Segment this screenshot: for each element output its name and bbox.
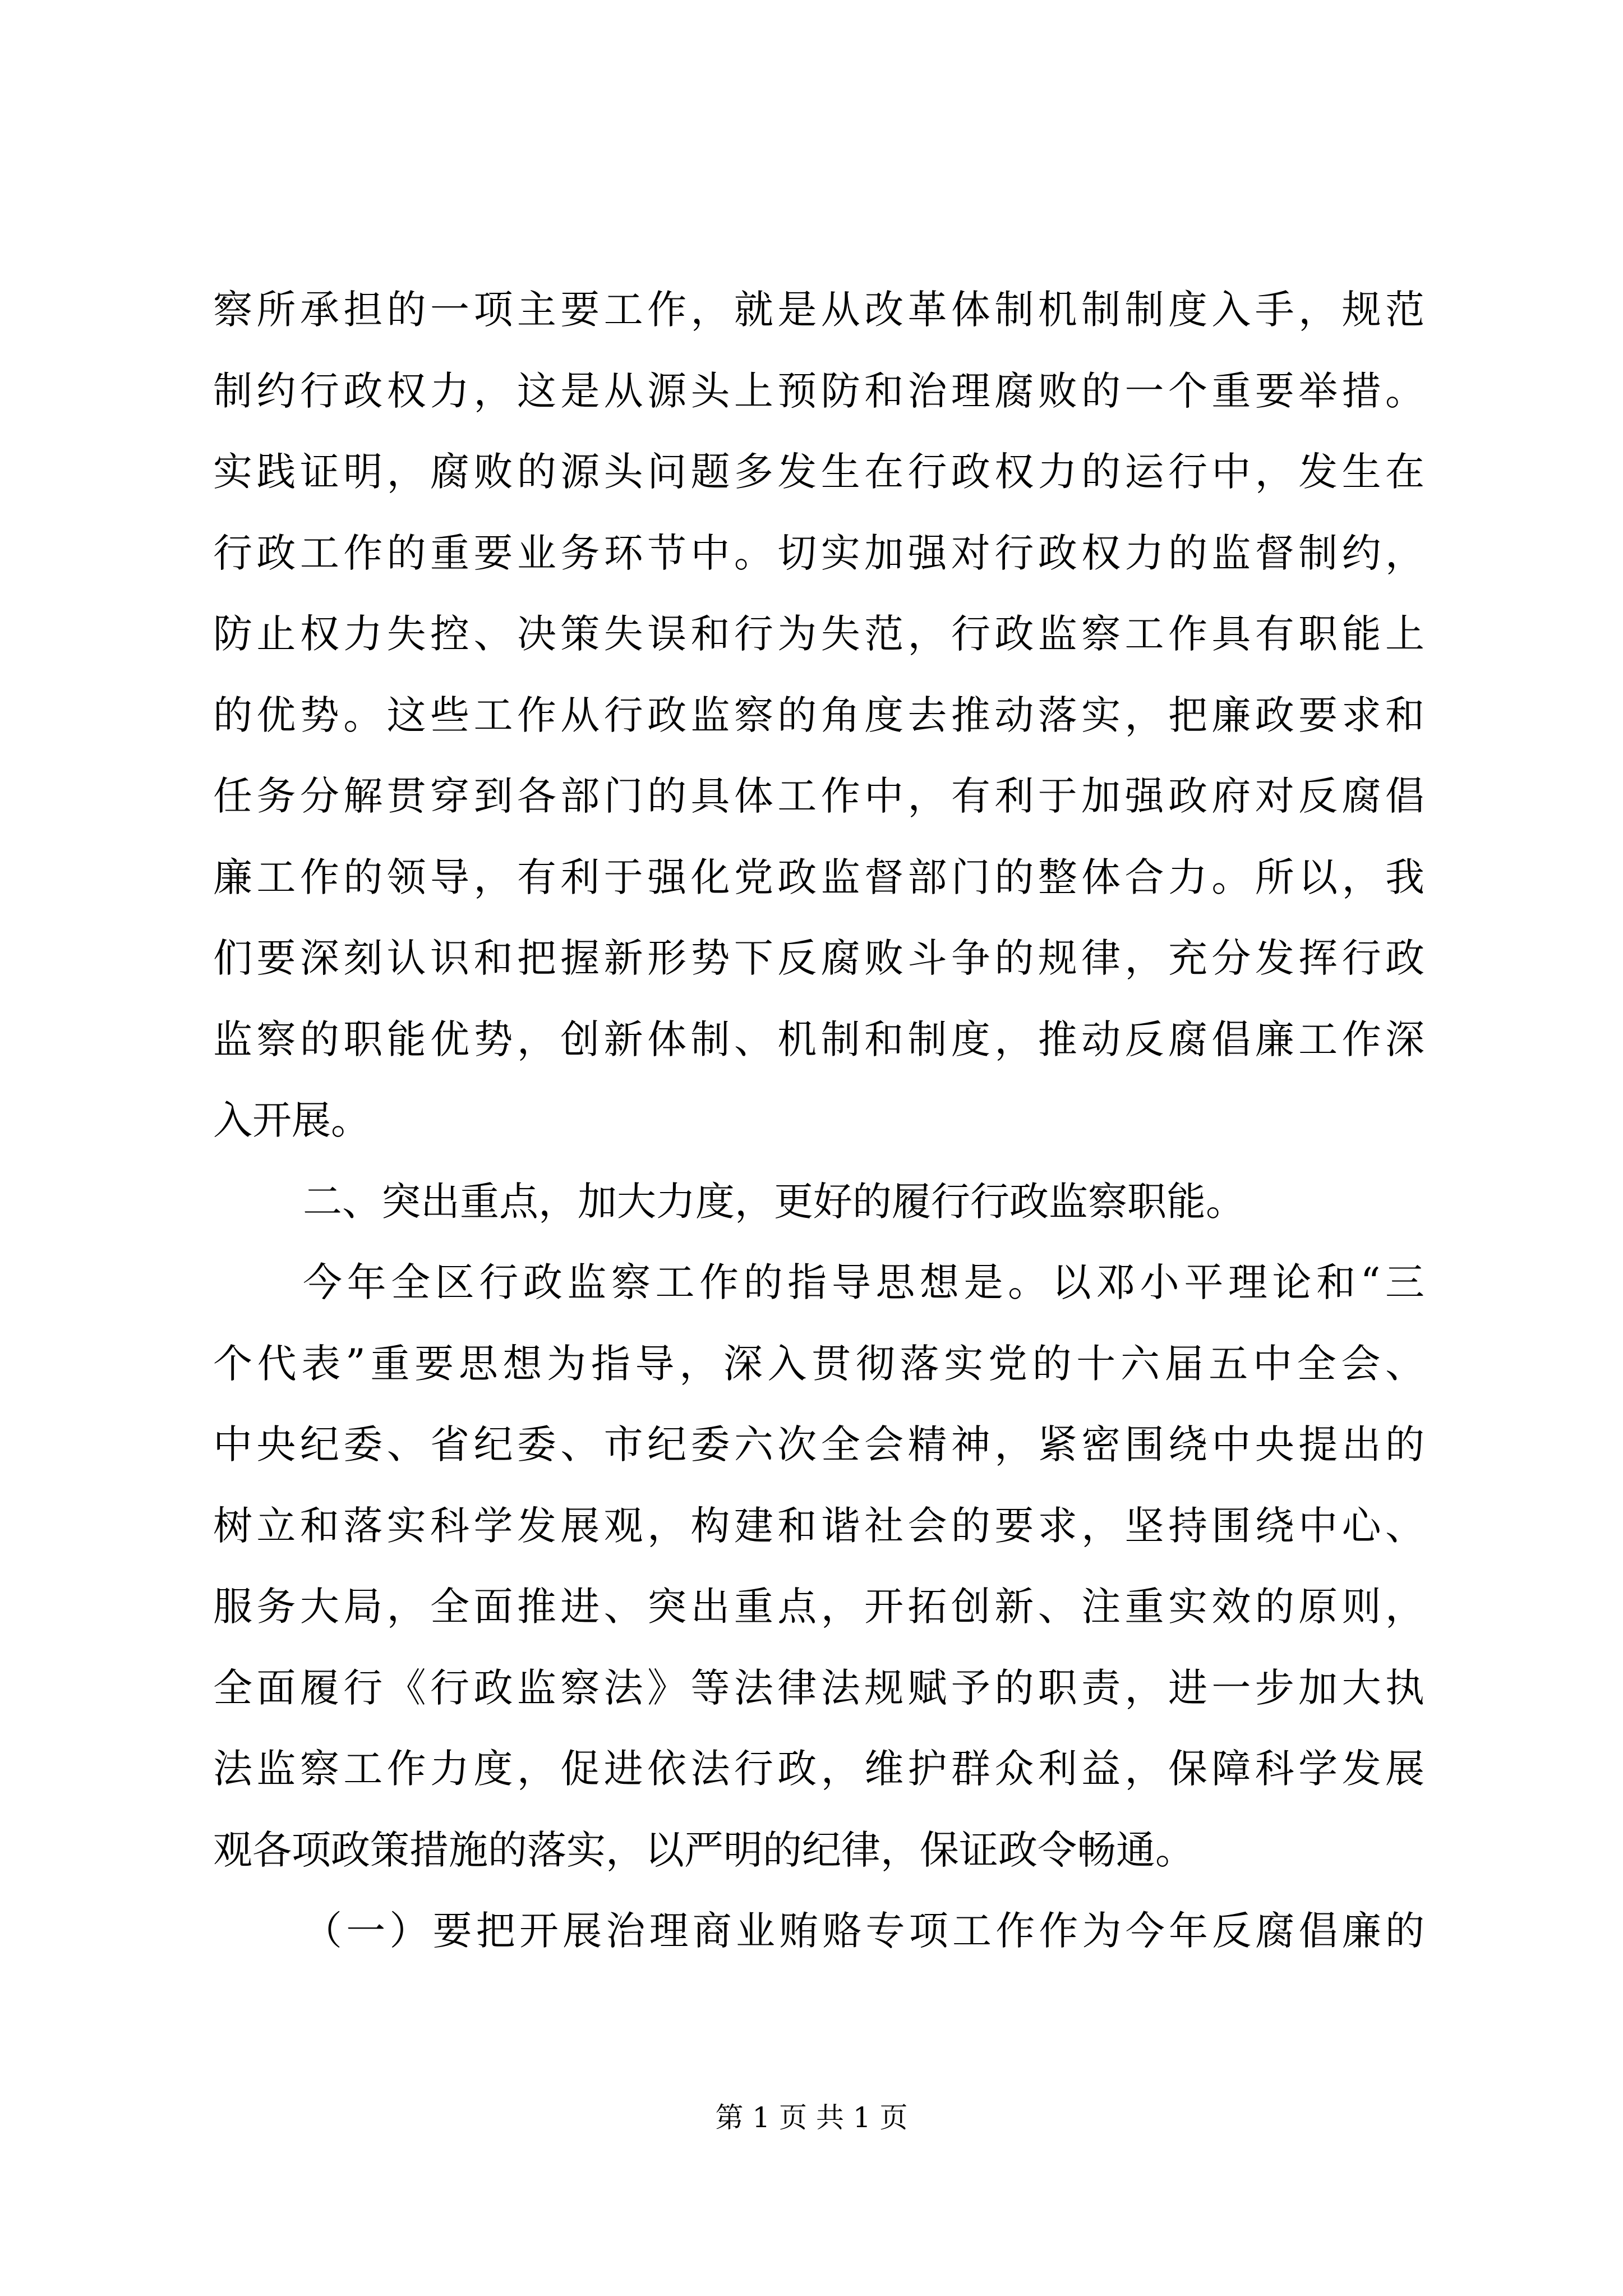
- text-line: 制约行政权力，这是从源头上预防和治理腐败的一个重要举措。: [213, 367, 1424, 414]
- text-line: 实践证明，腐败的源头问题多发生在行政权力的运行中，发生在: [213, 449, 1424, 495]
- document-body: [213, 269, 1424, 1972]
- subsection-heading: （一）要把开展治理商业贿赂专项工作作为今年反腐倡廉的: [303, 1908, 1424, 1954]
- section-heading: 二、突出重点，加大力度，更好的履行行政监察职能。: [303, 1178, 1245, 1225]
- text-line: 防止权力失控、决策失误和行为失范，行政监察工作具有职能上: [213, 611, 1424, 657]
- text-line: 的优势。这些工作从行政监察的角度去推动落实，把廉政要求和: [213, 692, 1424, 738]
- text-line: 行政工作的重要业务环节中。切实加强对行政权力的监督制约，: [213, 530, 1424, 576]
- text-line: 廉工作的领导，有利于强化党政监督部门的整体合力。所以，我: [213, 854, 1424, 900]
- text-line: 树立和落实科学发展观，构建和谐社会的要求，坚持围绕中心、: [213, 1502, 1424, 1549]
- text-line: 任务分解贯穿到各部门的具体工作中，有利于加强政府对反腐倡: [213, 773, 1424, 819]
- text-line: 们要深刻认识和把握新形势下反腐败斗争的规律，充分发挥行政: [213, 935, 1424, 981]
- text-line: 入开展。: [213, 1097, 370, 1143]
- text-line: 察所承担的一项主要工作，就是从改革体制机制制度入手，规范: [213, 287, 1424, 333]
- text-line: 监察的职能优势，创新体制、机制和制度，推动反腐倡廉工作深: [213, 1016, 1424, 1062]
- text-line: 今年全区行政监察工作的指导思想是。以邓小平理论和“三: [303, 1259, 1424, 1305]
- text-line: 个代表”重要思想为指导，深入贯彻落实党的十六届五中全会、: [213, 1340, 1424, 1387]
- text-line: 服务大局，全面推进、突出重点，开拓创新、注重实效的原则，: [213, 1584, 1424, 1630]
- text-line: 法监察工作力度，促进依法行政，维护群众利益，保障科学发展: [213, 1746, 1424, 1792]
- text-line: 中央纪委、省纪委、市纪委六次全会精神，紧密围绕中央提出的: [213, 1421, 1424, 1467]
- text-line: 观各项政策措施的落实，以严明的纪律，保证政令畅通。: [213, 1826, 1195, 1873]
- page-footer: 第 1 页 共 1 页: [715, 2101, 908, 2134]
- text-line: 全面履行《行政监察法》等法律法规赋予的职责，进一步加大执: [213, 1664, 1424, 1711]
